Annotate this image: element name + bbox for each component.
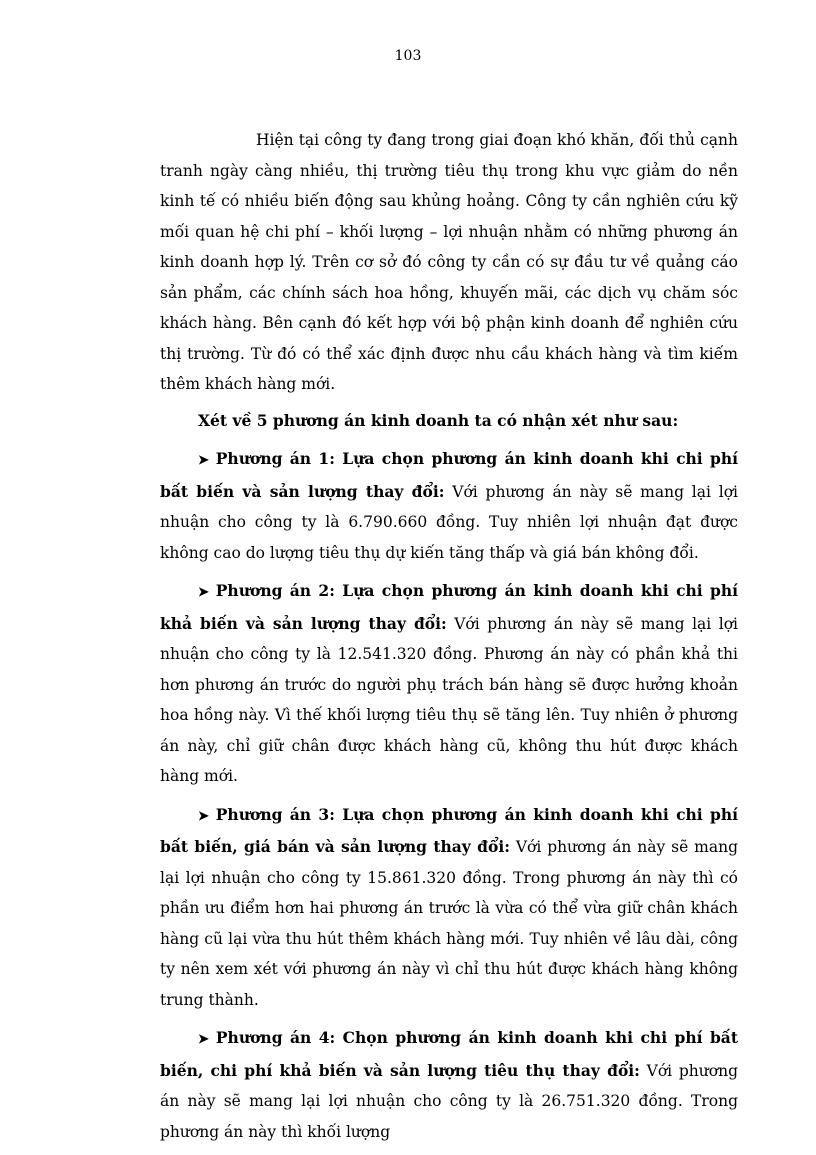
option-2-paragraph xyxy=(160,576,738,792)
option-4-text: Với phương án này sẽ mang lại lợi nhuận cho công ty là 26.751.320 đồng. Trong phương án này thì khối lượng xyxy=(160,1061,738,1141)
arrow-bullet-icon: ➤ xyxy=(198,453,209,468)
section-heading: Xét về 5 phương án kinh doanh ta có nhận xét như sau: xyxy=(198,410,679,430)
option-4-paragraph xyxy=(160,1023,738,1147)
option-2-text: Với phương án này sẽ mang lại lợi nhuận cho công ty là 12.541.320 đồng. Phương án này có phần khả thi hơn phương án trước do người phụ trách bán hàng sẽ được hưởng khoản hoa hồng này. Vì thế khối lượng tiêu thụ sẽ tăng lên. Tuy nhiên ở phương án này, chỉ giữ chân được khách hàng cũ, không thu hút được khách hàng mới. xyxy=(160,614,738,785)
arrow-bullet-icon: ➤ xyxy=(198,585,209,600)
option-1-text: Với phương án này sẽ mang lại lợi nhuận cho công ty là 6.790.660 đồng. Tuy nhiên lợi nhuận đạt được không cao do lượng tiêu thụ dự kiến tăng thấp và giá bán không đổi. xyxy=(160,482,738,562)
option-4-label: Phương án 4: Chọn phương án kinh doanh khi chi phí bất biến, chi phí khả biến và sản lượng tiêu thụ thay đổi: xyxy=(160,1028,738,1080)
arrow-bullet-icon: ➤ xyxy=(198,1032,209,1047)
document-body xyxy=(160,125,738,1155)
option-3-label: Phương án 3: Lựa chọn phương án kinh doanh khi chi phí bất biến, giá bán và sản lượng thay đổi: xyxy=(160,804,738,856)
option-2-label: Phương án 2: Lựa chọn phương án kinh doanh khi chi phí khả biến và sản lượng thay đổi: xyxy=(160,581,738,633)
page-number: 103 xyxy=(394,48,422,64)
option-1-label: Phương án 1: Lựa chọn phương án kinh doanh khi chi phí bất biến và sản lượng thay đổi: xyxy=(160,449,738,501)
arrow-bullet-icon: ➤ xyxy=(198,808,209,824)
option-3-paragraph xyxy=(160,800,738,1016)
option-1-paragraph xyxy=(160,444,738,568)
option-3-text: Với phương án này sẽ mang lại lợi nhuận cho công ty 15.861.320 đồng. Trong phương án này thì có phần ưu điểm hơn hai phương án trước là vừa có thể vừa giữ chân khách hàng cũ lại vừa thu hút thêm khách hàng mới. Tuy nhiên về lâu dài, công ty nên xem xét với phương án này vì chỉ thu hút được khách hàng không trung thành. xyxy=(160,838,739,1009)
intro-paragraph: Hiện tại công ty đang trong giai đoạn khó khăn, đối thủ cạnh tranh ngày càng nhiều, thị trường tiêu thụ trong khu vực giảm do nền kinh tế có nhiều biến động sau khủng hoảng. Công ty cần nghiên cứu kỹ mối quan hệ chi phí – khối lượng – lợi nhuận nhằm có những phương án kinh doanh hợp lý. Trên cơ sở đó công ty cần có sự đầu tư về quảng cáo sản phẩm, các chính sách hoa hồng, khuyến mãi, các dịch vụ chăm sóc khách hàng. Bên cạnh đó kết hợp với bộ phận kinh doanh để nghiên cứu thị trường. Từ đó có thể xác định được nhu cầu khách hàng và tìm kiếm thêm khách hàng mới. xyxy=(160,131,738,393)
